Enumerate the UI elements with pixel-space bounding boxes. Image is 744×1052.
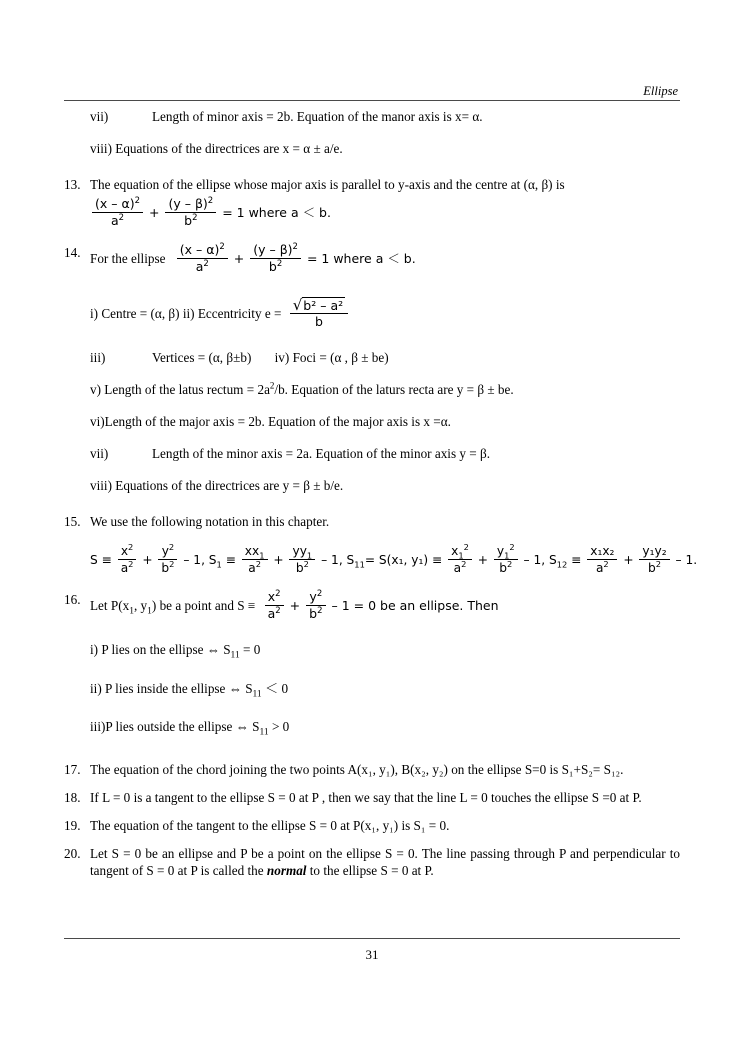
minor-axis-label: vii) — [90, 446, 109, 461]
exponent: 2 — [168, 541, 175, 552]
item-16-text-after: ) be a point and S ≡ — [151, 598, 256, 613]
exponent: 2 — [255, 558, 262, 569]
minus-one-end: – 1. — [675, 553, 698, 567]
num-x: x — [267, 589, 276, 604]
den-b: b — [161, 561, 170, 575]
carryover-viii-text: Equations of the directrices are x = α ± a/e. — [115, 141, 343, 156]
fraction-x2-a2 — [265, 590, 284, 621]
denominator-a: a — [110, 213, 119, 228]
exponent: 2 — [276, 258, 283, 269]
num-y1y2: y₁y₂ — [639, 544, 669, 560]
exponent: 2 — [275, 588, 281, 599]
condition-ii-label: ii) — [90, 680, 102, 696]
directrices-text: viii) Equations of the directrices are y = β ± b/e. — [90, 478, 344, 493]
item-16-condition-ii — [64, 680, 680, 704]
exponent: 2 — [207, 195, 214, 206]
exponent: 2 — [118, 212, 125, 223]
numerator-y: (y – β) — [253, 242, 293, 257]
minus-one: – 1 — [321, 553, 339, 567]
fraction-y2-b2 — [158, 541, 177, 575]
fraction-eccentricity — [290, 295, 348, 329]
eccentricity-label: ii) Eccentricity e = — [182, 306, 282, 321]
eccentricity-denominator: b — [290, 313, 348, 329]
plus-sign: + — [233, 251, 245, 266]
page-number: 31 — [365, 947, 379, 962]
den-a: a — [595, 561, 604, 575]
header-rule — [64, 100, 680, 101]
item-14-sub-major-axis — [64, 413, 680, 430]
den-a: a — [120, 561, 129, 575]
plus-sign: + — [142, 553, 153, 567]
num-xx1: xx — [244, 544, 260, 558]
item-19-number: 19. — [64, 817, 81, 833]
list-item-18 — [64, 789, 680, 806]
radical — [292, 295, 345, 314]
fraction-y-over-b — [165, 197, 216, 228]
plus-sign: + — [477, 553, 488, 567]
list-item-15 — [64, 513, 680, 530]
item-20-text-part1: Let S = 0 be an ellipse and P be a point on the ellipse S = 0. The line passing through P and perpendicular to tangent of S = 0 at P is called the — [90, 845, 680, 878]
item-14-sub-latus-rectum — [64, 381, 680, 398]
fraction-y1sq-b2 — [494, 541, 518, 575]
condition-iii-relation: > 0 — [271, 719, 290, 735]
radical-numerator: b² – a² — [303, 298, 344, 313]
item-13-formula — [64, 195, 680, 229]
subscript-11: 11 — [252, 689, 262, 700]
num-y: y — [161, 544, 169, 558]
plus-sign: + — [289, 598, 301, 613]
exponent: 2 — [134, 195, 141, 206]
carryover-item-vii — [64, 108, 680, 125]
item-16-condition-i — [64, 641, 680, 665]
num-x1: x — [451, 544, 459, 558]
item-16-condition-iii — [64, 718, 680, 742]
item-13-text: The equation of the ellipse whose major axis is parallel to y-axis and the centre at (α, β) is — [90, 177, 565, 192]
item-20-number: 20. — [64, 845, 81, 861]
vertices-label: iii) — [90, 350, 106, 365]
subscript-1: 1 — [216, 559, 222, 570]
carryover-item-viii — [64, 140, 680, 157]
item-14-sub-centre-eccentricity — [64, 295, 680, 330]
item-15-text: We use the following notation in this chapter. — [90, 514, 330, 529]
latus-rectum-rest: /b. Equation of the laturs recta are y = β ± be. — [274, 382, 514, 397]
item-16-text-before: Let P(x — [90, 598, 130, 613]
fraction-y1y2-b2 — [639, 544, 669, 575]
fraction-yy1-b2 — [289, 544, 315, 575]
condition-ii-relation: ＜ 0 — [264, 680, 289, 696]
exponent: 2 — [461, 558, 467, 569]
condition-iii-label: iii) — [90, 719, 106, 735]
subscript-11: 11 — [259, 727, 269, 738]
item-18-number: 18. — [64, 789, 81, 805]
plus-sign: + — [273, 553, 284, 567]
exponent: 2 — [316, 588, 323, 599]
exponent: 2 — [463, 541, 469, 552]
notation-S: S ≡ — [90, 553, 112, 567]
condition-i-relation: = 0 — [243, 642, 261, 657]
list-item-17 — [64, 761, 680, 778]
fraction-x-over-a — [177, 243, 228, 274]
subscript-1: 1 — [129, 606, 134, 617]
minor-axis-text: Length of the minor axis = 2a. Equation of the minor axis y = β. — [152, 446, 491, 461]
major-axis-text: vi)Length of the major axis = 2b. Equation of the major axis is x =α. — [90, 414, 451, 429]
fraction-y-over-b — [250, 243, 301, 274]
denominator-b: b — [184, 213, 193, 228]
radical-sign: √ — [292, 295, 303, 314]
den-a: a — [267, 606, 276, 621]
list-item-16 — [64, 588, 680, 622]
exponent: 2 — [219, 241, 225, 252]
carryover-vii-label: vii) — [90, 109, 109, 124]
foci-text: iv) Foci = (α , β ± be) — [274, 350, 389, 365]
exponent: 2 — [275, 605, 281, 616]
subscript-1: 1 — [504, 550, 510, 561]
equiv-sign: ≡ — [571, 553, 582, 567]
item-19-text: The equation of the tangent to the ellipse S = 0 at P(x₁, y₁) is S₁ = 0. — [90, 817, 450, 833]
den-a: a — [453, 561, 462, 575]
fraction-x2-a2 — [118, 541, 137, 575]
condition-ii-text: P lies inside the ellipse ⇔ S — [105, 680, 253, 696]
condition-i-text: P lies on the ellipse ⇔ S — [101, 642, 231, 657]
exponent: 2 — [655, 558, 662, 569]
emphasis-normal: normal — [266, 862, 307, 878]
subscript-1: 1 — [458, 550, 464, 561]
vertices-text: Vertices = (α, β±b) — [152, 350, 252, 365]
item-16-number: 16. — [64, 592, 81, 607]
subscript-11: 11 — [354, 559, 365, 570]
exponent: 2 — [603, 558, 609, 569]
fraction-x1sq-a2 — [448, 541, 472, 575]
num-x1x2: x₁x₂ — [587, 544, 617, 560]
latus-rectum-exponent: 2 — [269, 380, 275, 391]
item-14-text: For the ellipse — [90, 251, 166, 266]
num-yy1: yy — [292, 544, 307, 558]
latus-rectum-text: v) Length of the latus rectum = 2a — [90, 382, 270, 397]
list-item-13 — [64, 176, 680, 193]
numerator-x: (x – α) — [95, 196, 135, 211]
equiv-sign: ≡ — [225, 553, 236, 567]
fraction-y2-b2 — [306, 590, 325, 621]
subscript-11: 11 — [230, 650, 240, 661]
num-y: y — [309, 589, 317, 604]
notation-S12: , S — [541, 553, 557, 567]
item-14-formula-tail: = 1 where a ＜ b. — [306, 251, 416, 266]
exponent: 2 — [509, 541, 515, 552]
item-17-number: 17. — [64, 761, 81, 777]
item-20-text-part2: to the ellipse S = 0 at P. — [309, 862, 434, 878]
condition-i-label: i) — [90, 642, 99, 657]
den-a: a — [248, 561, 256, 575]
subscript-1: 1 — [259, 550, 265, 561]
S11-definition: = S(x₁, y₁) ≡ — [364, 553, 443, 567]
num-y1: y — [496, 544, 505, 558]
den-b: b — [499, 561, 507, 575]
exponent: 2 — [203, 258, 209, 269]
carryover-vii-text: Length of minor axis = 2b. Equation of the manor axis is x= α. — [152, 109, 483, 124]
condition-iii-text: P lies outside the ellipse ⇔ S — [105, 719, 260, 735]
item-14-number: 14. — [64, 245, 81, 260]
notation-S11: , S — [338, 553, 355, 567]
page-content — [64, 108, 698, 879]
exponent: 2 — [303, 558, 309, 569]
item-14-sub-directrices — [64, 477, 680, 494]
exponent: 2 — [128, 558, 134, 569]
list-item-19 — [64, 817, 680, 834]
den-b: b — [295, 561, 304, 575]
fraction-xx1-a2 — [242, 544, 268, 575]
page-header — [64, 84, 680, 101]
denominator-b: b — [268, 259, 277, 274]
exponent: 2 — [506, 558, 513, 569]
notation-line — [64, 541, 698, 576]
item-17-text: The equation of the chord joining the two points A(x₁, y₁), B(x₂, y₂) on the ellipse S=0 is S₁+S₂= S₁₂. — [90, 761, 624, 777]
subscript-1: 1 — [306, 550, 313, 561]
subscript-1: 1 — [147, 606, 152, 617]
plus-sign: + — [149, 205, 160, 220]
numerator-y: (y – β) — [168, 196, 208, 211]
num-x: x — [120, 544, 129, 558]
exponent: 2 — [292, 241, 298, 252]
subscript-12: 12 — [556, 559, 568, 570]
page-footer — [64, 938, 680, 963]
exponent: 2 — [317, 605, 323, 616]
item-13-number: 13. — [64, 177, 81, 192]
item-15-number: 15. — [64, 514, 81, 529]
plus-sign: + — [623, 553, 634, 567]
item-14-sub-vertices-foci — [64, 349, 680, 366]
minus-one: – 1 — [183, 553, 202, 567]
numerator-x: (x – α) — [179, 242, 220, 257]
list-item-14 — [64, 241, 680, 275]
item-13-formula-tail: = 1 where a ＜ b. — [222, 205, 331, 220]
item-16-formula-tail: – 1 = 0 be an ellipse. Then — [331, 598, 499, 613]
den-b: b — [309, 606, 318, 621]
exponent: 2 — [192, 212, 198, 223]
exponent: 2 — [169, 558, 175, 569]
minus-one: – 1 — [523, 553, 542, 567]
den-b: b — [647, 561, 656, 575]
fraction-x1x2-a2 — [587, 544, 617, 575]
item-18-text: If L = 0 is a tangent to the ellipse S = 0 at P , then we say that the line L = 0 touches the ellipse S =0 at P. — [90, 789, 642, 805]
centre-text: i) Centre = (α, β) — [90, 306, 180, 321]
list-item-20 — [64, 845, 680, 879]
fraction-x-over-a — [92, 197, 143, 228]
notation-S1: , S — [201, 553, 217, 567]
denominator-a: a — [195, 259, 204, 274]
carryover-viii-label: viii) — [90, 141, 112, 156]
item-14-sub-minor-axis — [64, 445, 680, 462]
chapter-title: Ellipse — [643, 84, 678, 98]
item-16-text-mid: , y — [133, 598, 148, 613]
exponent: 2 — [128, 541, 134, 552]
